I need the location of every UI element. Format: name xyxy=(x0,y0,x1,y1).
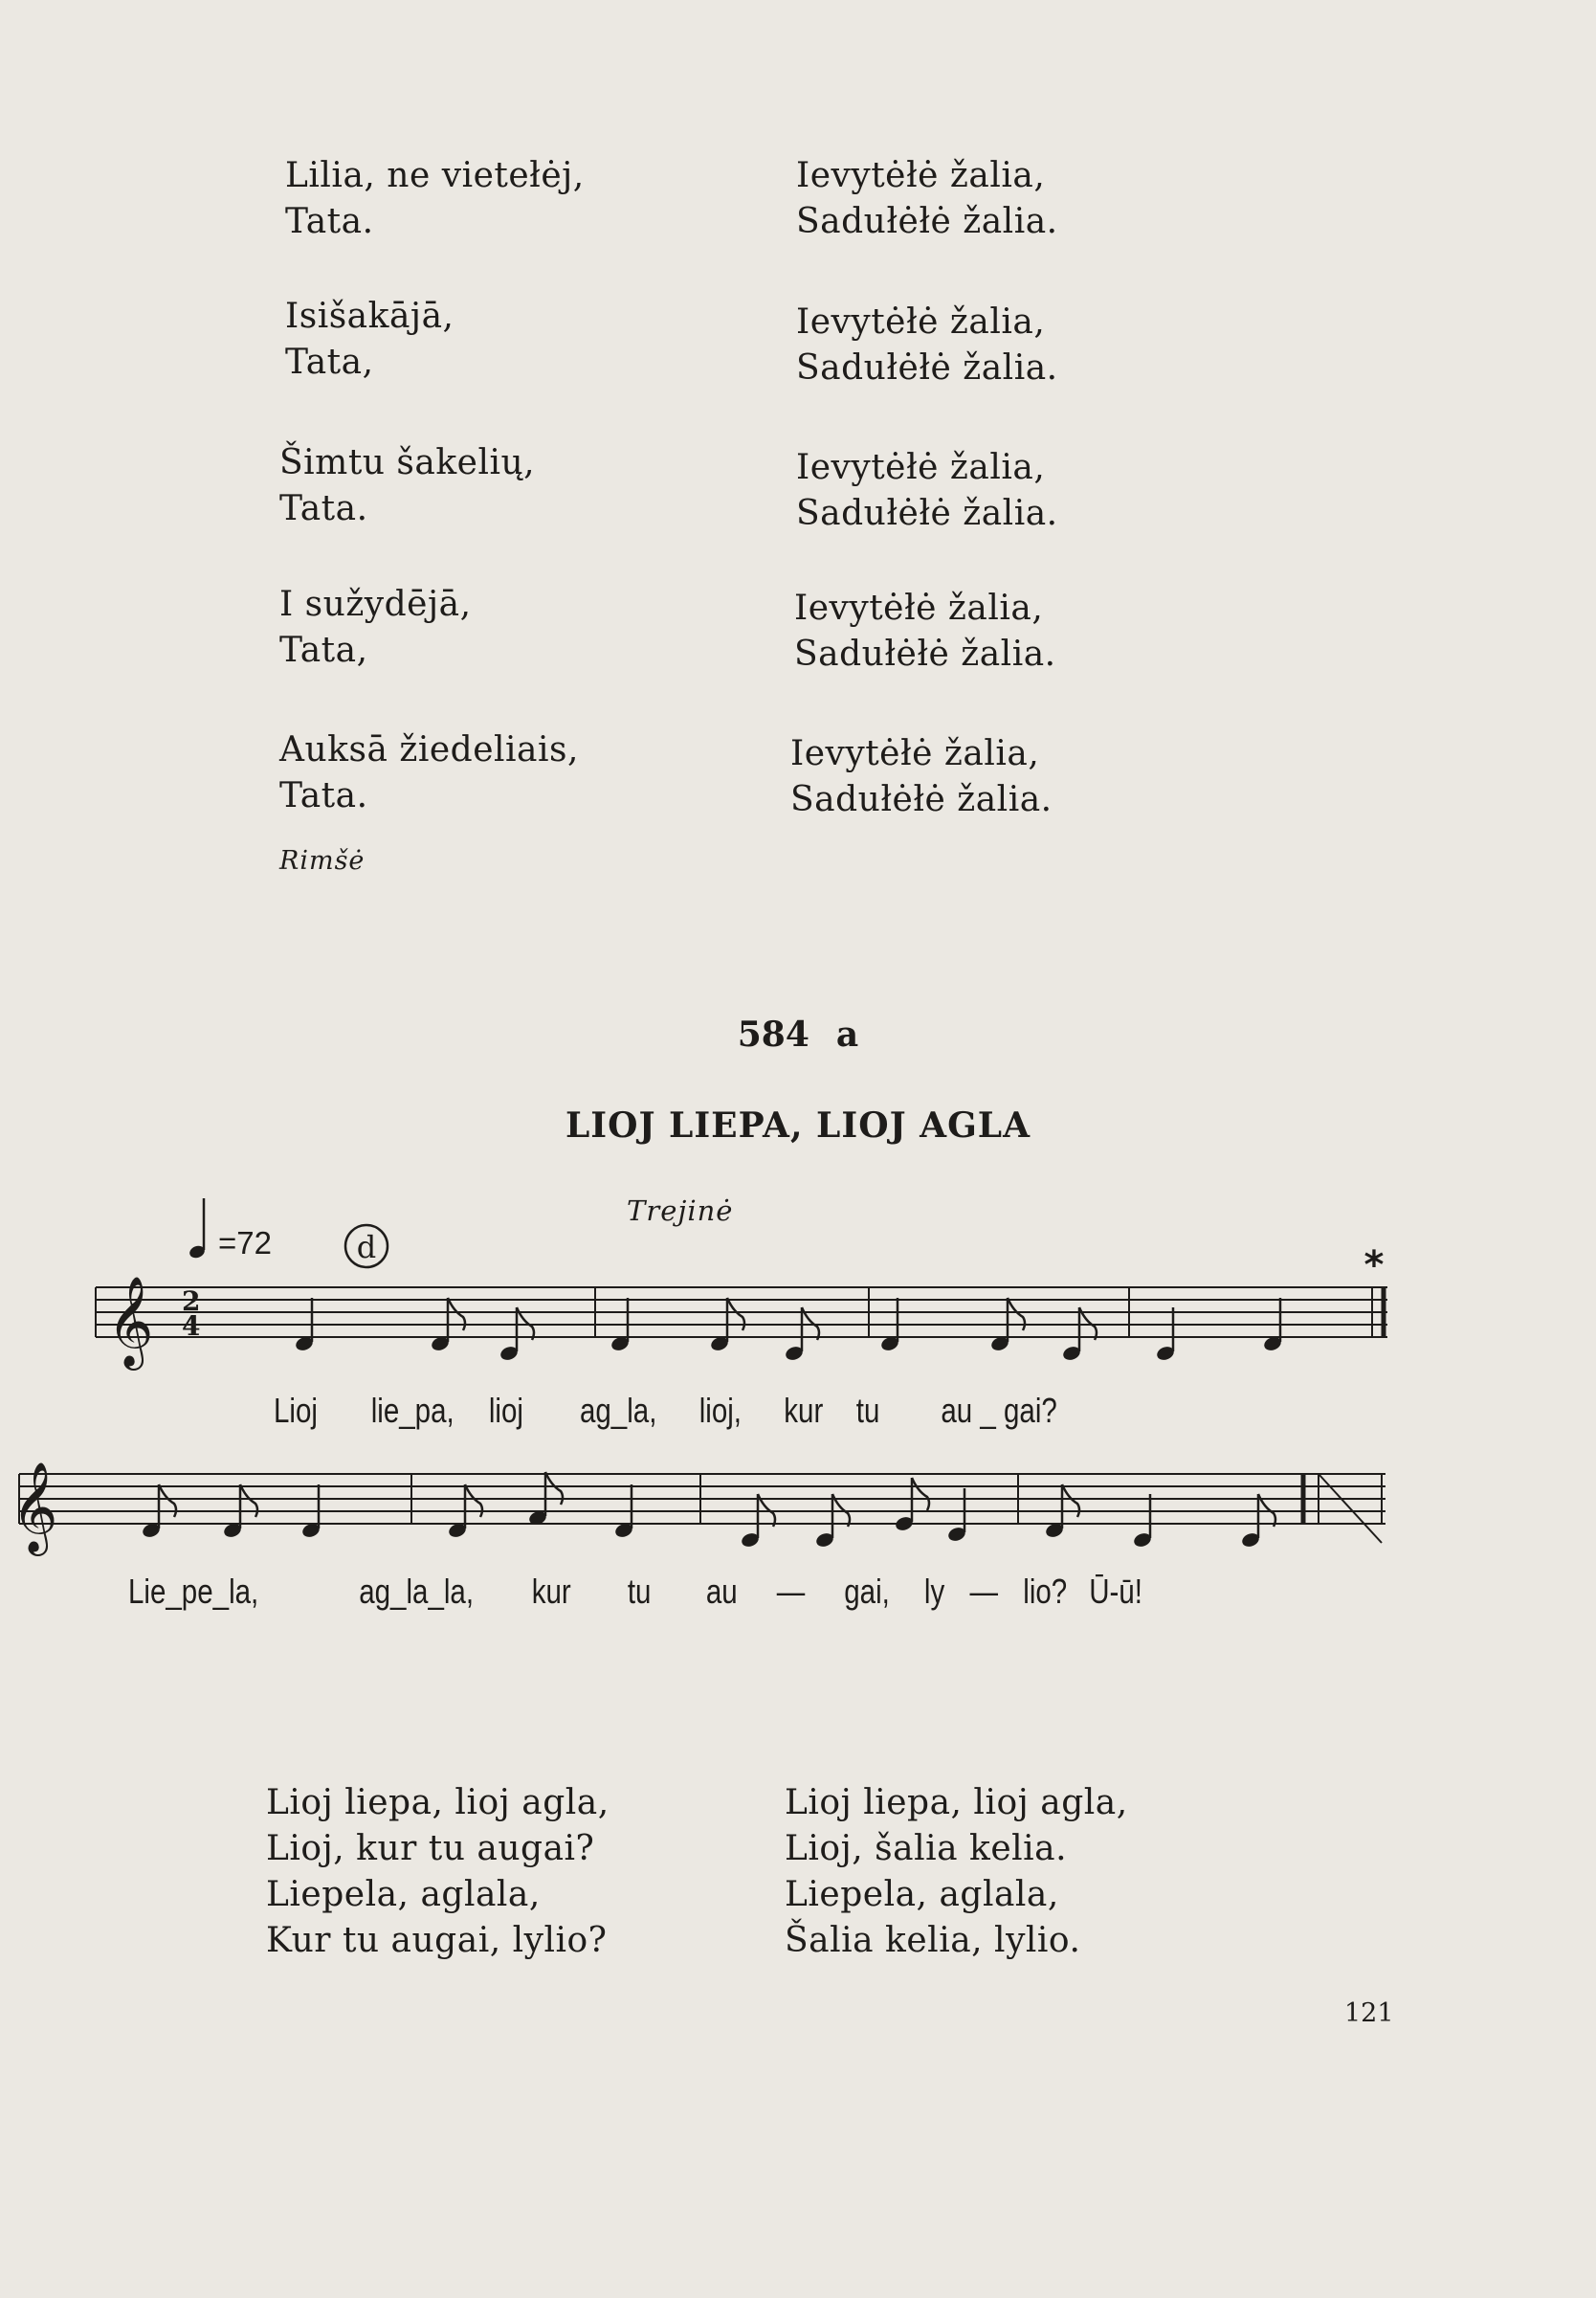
verse-line: Kur tu augai, lylio? xyxy=(266,1921,608,1960)
verse-line: Sadułėłė žalia. xyxy=(790,780,1053,819)
lyric-word: tu xyxy=(627,1572,652,1611)
lyric-word: au _ gai? xyxy=(941,1391,1057,1430)
verse-line: Tata, xyxy=(279,631,368,670)
song-mode: Trejinė xyxy=(627,1194,734,1227)
lyric-word: ly xyxy=(923,1572,945,1611)
note-flag xyxy=(912,1478,929,1510)
lyric-word: Ū-ū! xyxy=(1089,1572,1142,1611)
lyric-word: kur xyxy=(531,1572,571,1611)
lyric-word: lioj xyxy=(488,1391,523,1430)
verse-line: Sadułėłė žalia. xyxy=(794,635,1056,674)
music-lyrics-line-1 xyxy=(274,1391,1057,1431)
lyric-word: kur xyxy=(784,1391,824,1430)
verse-line: Auksā žiedeliais, xyxy=(279,730,579,770)
lyric-word: lioj, xyxy=(698,1391,743,1430)
asterisk-mark: * xyxy=(1363,1243,1385,1287)
verse-line: Šimtu šakelių, xyxy=(279,443,536,482)
lyric-word: ag_la, xyxy=(579,1391,657,1430)
tempo-note-icon xyxy=(188,1198,206,1260)
verse-line: Lioj liepa, lioj agla, xyxy=(785,1783,1128,1822)
lyric-word: — xyxy=(776,1572,806,1611)
verse-line: Isišakājā, xyxy=(285,297,454,336)
final-verse-left xyxy=(266,1780,610,1964)
verse-line: Sadułėłė žalia. xyxy=(796,348,1058,388)
verse-line: Liepela, aglala, xyxy=(266,1875,541,1914)
tempo-value: =72 xyxy=(218,1225,272,1261)
lyric-word: Lioj xyxy=(274,1391,318,1430)
verse-line: Lioj, kur tu augai? xyxy=(266,1829,595,1868)
verse-line: Liepela, aglala, xyxy=(785,1875,1059,1914)
verse-line: Tata. xyxy=(285,202,374,241)
verse-line: Tata. xyxy=(279,489,368,528)
attribution: Rimšė xyxy=(279,846,366,876)
verse-line: Ievytėłė žalia, xyxy=(796,302,1046,342)
verse-line: Sadułėłė žalia. xyxy=(796,202,1058,241)
treble-clef-icon: 𝄞 xyxy=(11,1461,58,1552)
verse-line: Sadułėłė žalia. xyxy=(796,494,1058,533)
lyric-word: au xyxy=(705,1572,738,1611)
lyric-word: lie_pa, xyxy=(370,1391,454,1430)
verse-line: Tata, xyxy=(285,343,374,382)
lyric-word: Lie_pe_la, xyxy=(128,1572,259,1611)
verse-line: Tata. xyxy=(279,776,368,815)
song-number-value: 584 xyxy=(737,1015,809,1055)
lyric-word: lio? xyxy=(1023,1572,1068,1611)
lyric-word: ag_la_la, xyxy=(359,1572,475,1611)
music-lyrics-line-2 xyxy=(128,1572,1142,1612)
time-signature-top: 2 xyxy=(182,1285,201,1317)
verse-line: Lilia, ne vietełėj, xyxy=(285,156,585,195)
verse-line: I sužydējā, xyxy=(279,585,472,624)
lyric-word: tu xyxy=(855,1391,880,1430)
page-number: 121 xyxy=(1344,1998,1394,2028)
verse-line: Ievytėłė žalia, xyxy=(794,589,1044,628)
lyric-word: gai, xyxy=(844,1572,890,1611)
song-number-suffix: a xyxy=(835,1015,859,1055)
staff-line-1 xyxy=(96,1287,1387,1337)
song-title: LIOJ LIEPA, LIOJ AGLA xyxy=(565,1105,1031,1146)
verse-line: Lioj liepa, lioj agla, xyxy=(266,1783,610,1822)
final-verse-right xyxy=(785,1780,1128,1964)
verse-line: Lioj, šalia kelia. xyxy=(785,1829,1068,1868)
verse-line: Ievytėłė žalia, xyxy=(796,156,1046,195)
lyric-word: — xyxy=(969,1572,999,1611)
mode-letter: d xyxy=(356,1229,377,1265)
verse-line: Ievytėłė žalia, xyxy=(790,734,1040,773)
time-signature-bottom: 4 xyxy=(182,1310,201,1342)
notes-staff-1 xyxy=(294,1298,1282,1362)
treble-clef-icon: 𝄞 xyxy=(107,1276,154,1367)
verse-line: Ievytėłė žalia, xyxy=(796,448,1046,487)
staff-line-2 xyxy=(19,1474,1385,1543)
verse-line: Šalia kelia, lylio. xyxy=(785,1921,1081,1960)
mode-letter-circle xyxy=(345,1225,388,1267)
